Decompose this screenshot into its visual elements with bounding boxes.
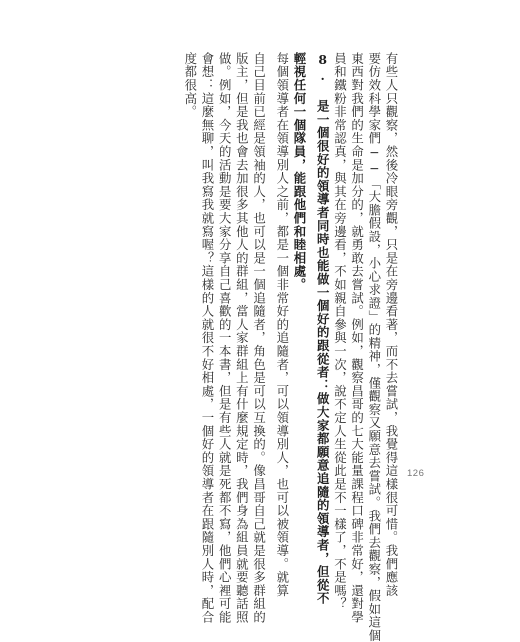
body-text: [182, 52, 400, 642]
text-column: 自己目前已經是領袖的人，也可以是一個追隨者，角色是可以互換的。像昌哥自己就是很多群組的: [251, 52, 267, 624]
text-column: 度都很高。: [182, 52, 198, 119]
text-column: 要仿效科學家們──「大膽假設，小心求證」的精神，僅觀察又願意去嘗試。我們去觀察，假如這個: [366, 52, 382, 642]
section-heading: 8. 是一個很好的領導者同時也能做一個好的跟從者：做大家都願意追隨的領導者，但從不: [315, 52, 331, 606]
text-column: 東西對我們的生命是加分的，就勇敢去嘗試。例如，觀察昌哥的七大能量課程口碑非常好，還對學: [349, 52, 365, 624]
section-heading-continued: 輕視任何一個隊員，能跟他們和睦相處。: [291, 52, 307, 292]
text-column: 有些人只觀察，然後冷眼旁觀，只是在旁邊看著，而不去嘗試，我覺得這樣很可惜。我們應該: [384, 52, 399, 598]
text-column: 會想：這麼無聊，叫我寫我就寫喔？這樣的人就很不好相處，一個好的領導者在跟隨別人時，配合: [199, 52, 215, 624]
page-number: 126: [407, 468, 425, 479]
text-column: 做。例如，今天的活動是要大家分享自己喜歡的一本書，但是有些人就是死都不寫，他們心裡可能: [217, 52, 233, 624]
text-column: 員和鐵粉非常認真，與其在旁邊看，不如親自參與一次，說不定人生從此是不一樣了，不是嗎？: [332, 52, 348, 611]
text-column: 每個領導者在領導別人之前，都是一個非常好的追隨者，可以領導別人，也可以被領導。就算: [274, 52, 290, 598]
text-column: 版主，但是我也會去加很多其他人的群組，當人家群組上有什麼規定時，我們身為組員就要聽話照: [234, 52, 250, 624]
